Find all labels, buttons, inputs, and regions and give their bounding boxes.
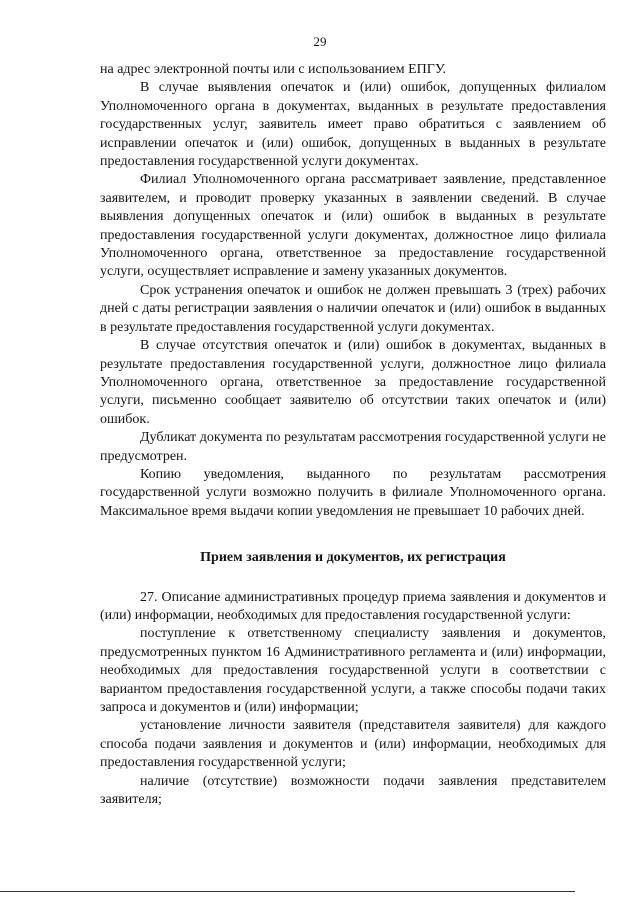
- paragraph-branch-review: Филиал Уполномоченного органа рассматривает заявление, представленное заявителем, и проводит проверку указанных в заявлении сведений. В случае выявления допущенных опечаток и (или) ошибок в выданных в результате предоставления государственной услуги документах, должностное лицо филиала Уполномоченного органа, ответственное за предоставление государственной услуги, осуществляет исправление и замену указанных документов.: [100, 172, 606, 280]
- paragraph-continuation: на адрес электронной почты или с использованием ЕПГУ.: [100, 62, 446, 77]
- footer-divider: [0, 891, 575, 892]
- document-body: [100, 61, 606, 809]
- paragraph-correction-deadline: Срок устранения опечаток и ошибок не должен превышать 3 (трех) рабочих дней с даты регистрации заявления о наличии опечаток и (или) ошибок в выданных в результате предоставления государственной услуги документах.: [100, 282, 606, 335]
- list-item-representative: наличие (отсутствие) возможности подачи заявления представителем заявителя;: [100, 773, 606, 808]
- paragraph-duplicate: Дубликат документа по результатам рассмотрения государственной услуги не предусмотрен.: [100, 430, 606, 464]
- list-item-identity: установление личности заявителя (представителя заявителя) для каждого способа подачи заявления и документов и (или) информации, необходимых для предоставления государственной услуги;: [100, 718, 606, 771]
- paragraph-item-27: 27. Описание административных процедур приема заявления и документов и (или) информации, необходимых для предоставления государственной услуги:: [100, 589, 606, 623]
- list-item-receipt: поступление к ответственному специалисту заявления и документов, предусмотренных пунктом 16 Административного регламента и (или) информации, необходимых для предоставления государственной услуги в соответствии с вариантом предоставления государственной услуги, а также способы подачи таких запроса и документов и (или) информации;: [100, 626, 606, 715]
- section-heading: Прием заявления и документов, их регистрация: [200, 550, 506, 566]
- page-number: 29: [313, 34, 327, 49]
- paragraph-notice-copy: Копию уведомления, выданного по результатам рассмотрения государственной услуги возможно получить в филиале Уполномоченного органа. Максимальное время выдачи копии уведомления не превышает 10 рабочих дней.: [100, 466, 606, 519]
- paragraph-typo-request: В случае выявления опечаток и (или) ошибок, допущенных филиалом Уполномоченного органа в документах, выданных в результате предоставления государственных услуг, заявитель имеет право обратиться с заявлением об исправлении опечаток и (или) ошибок, допущенных в выданных в результате предоставления государственной услуги документах.: [100, 80, 606, 170]
- paragraph-no-errors: В случае отсутствия опечаток и (или) ошибок в документах, выданных в результате предоставления государственной услуги, должностное лицо филиала Уполномоченного органа, ответственное за предоставление государственной услуги, письменно сообщает заявителю об отсутствии таких опечаток и (или) ошибок.: [100, 338, 606, 427]
